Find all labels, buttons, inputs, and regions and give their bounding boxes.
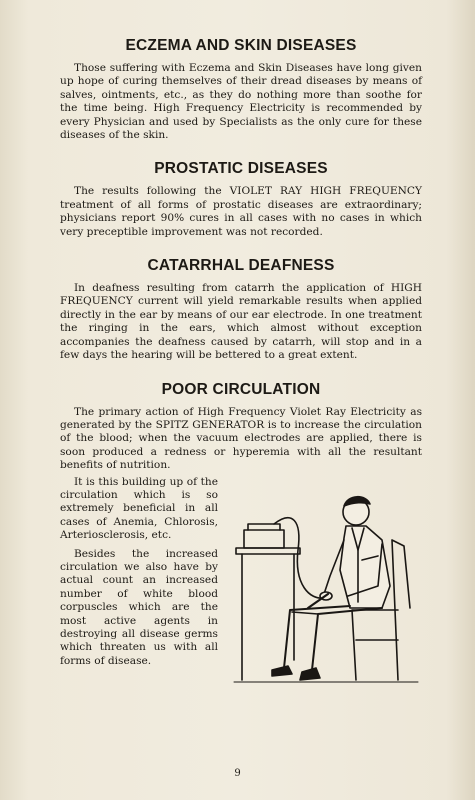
section-circulation <box>60 380 422 685</box>
page-number: 9 <box>234 768 241 779</box>
page-content <box>60 36 422 702</box>
section-heading: PROSTATIC DISEASES <box>154 160 328 178</box>
column-paragraph: It is this building up of the circulation which is so extremely beneficial in all cases of Anemia, Chlorosis, Arteriosclerosis, etc. <box>60 475 218 542</box>
section-paragraph: The results following the VIOLET RAY HIGH FREQUENCY treatment of all forms of prostatic diseases are extraordinary; physicians report 90% cures in all cases with no cases in which very preceptible improvement was not recorded. <box>60 185 422 238</box>
column-paragraph: Besides the increased circulation we also have by actual count an increased number of white blood corpuscles which are the most active agents in destroying all disease germs which threaten us with all forms of disease. <box>60 547 218 667</box>
section-paragraph: In deafness resulting from catarrh the application of HIGH FREQUENCY current will yield remarkable results when applied directly in the ear by means of our ear electrode. In one treatment the ringing in the ears, which almost without exception accompanies the deafness caused by catarrh, will stop and in a few days the hearing will be bettered to a great extent. <box>60 282 422 362</box>
section-deafness <box>60 256 422 362</box>
section-heading: CATARRHAL DEAFNESS <box>147 257 335 275</box>
section-heading: POOR CIRCULATION <box>161 380 321 398</box>
section-prostatic <box>60 159 422 239</box>
seated-man-treatment-illustration <box>232 490 422 685</box>
section-heading: ECZEMA AND SKIN DISEASES <box>125 37 357 54</box>
text-column <box>60 476 218 685</box>
section-paragraph: The primary action of High Frequency Violet Ray Electricity as generated by the SPITZ GENERATOR is to increase the circulation of the blood; when the vacuum electrodes are applied, there is soon produced a redness or hyperemia with all the resultant benefits of nutrition. <box>60 405 422 472</box>
text-with-illustration <box>60 476 422 685</box>
section-paragraph: Those suffering with Eczema and Skin Diseases have long given up hope of curing themselves of their dread diseases by means of salves, ointments, etc., as they do nothing more than soothe for the time being. High Frequency Electricity is recommended by every Physician and used by Specialists as the only cure for these diseases of the skin. <box>60 62 422 142</box>
section-eczema <box>60 36 422 142</box>
